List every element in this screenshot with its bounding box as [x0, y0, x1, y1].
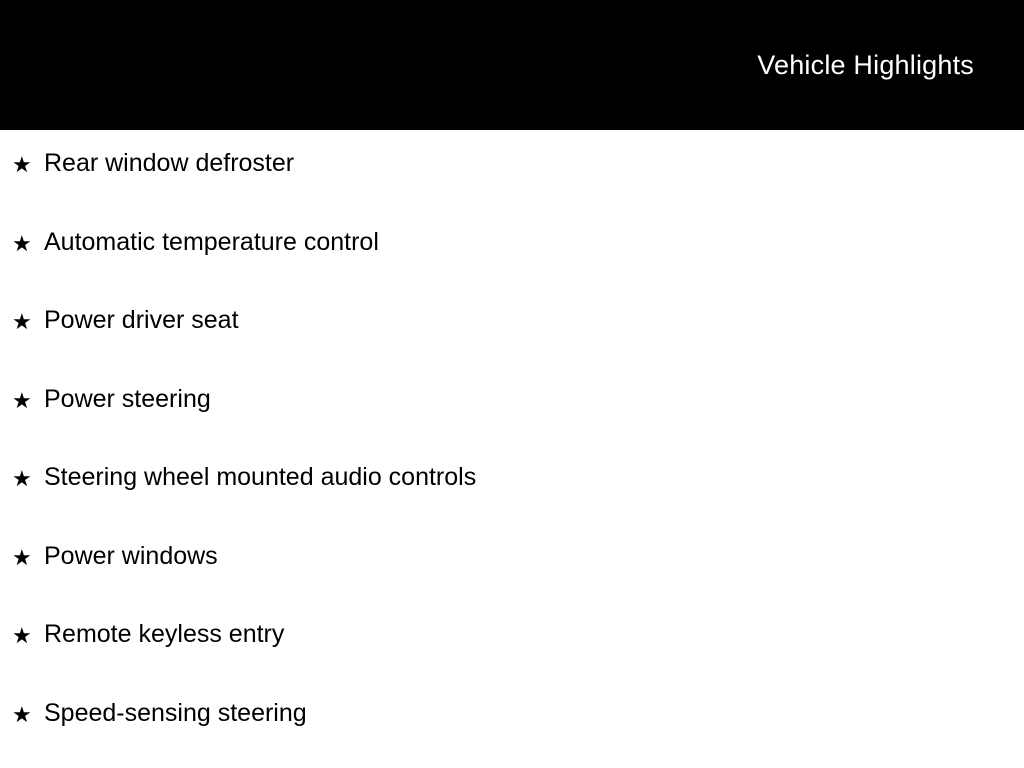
star-icon: ★ [12, 623, 32, 648]
star-icon: ★ [12, 466, 32, 491]
star-icon: ★ [12, 152, 32, 177]
list-item-label: Power driver seat [44, 306, 239, 334]
list-item [0, 460, 1024, 539]
page-title: Vehicle Highlights [757, 50, 974, 80]
list-item [0, 225, 1024, 304]
star-icon: ★ [12, 544, 32, 570]
list-item-label: Rear window defroster [44, 149, 295, 177]
star-icon: ★ [12, 387, 32, 413]
list-item-label: Speed-sensing steering [44, 698, 307, 727]
star-icon: ★ [12, 309, 32, 334]
list-item [0, 539, 1024, 618]
list-item [0, 696, 1024, 768]
list-item [0, 146, 1024, 225]
list-item [0, 617, 1024, 696]
list-item-label: Remote keyless entry [44, 620, 285, 648]
header-bar [0, 0, 1024, 130]
list-item-label: Steering wheel mounted audio controls [44, 463, 477, 491]
list-item [0, 382, 1024, 461]
list-item-label: Power windows [44, 541, 218, 570]
star-icon: ★ [12, 701, 32, 727]
list-item-label: Automatic temperature control [44, 227, 379, 256]
list-item-label: Power steering [44, 384, 211, 413]
star-icon: ★ [12, 230, 32, 256]
list-item [0, 303, 1024, 382]
vehicle-features-list [0, 146, 1024, 768]
